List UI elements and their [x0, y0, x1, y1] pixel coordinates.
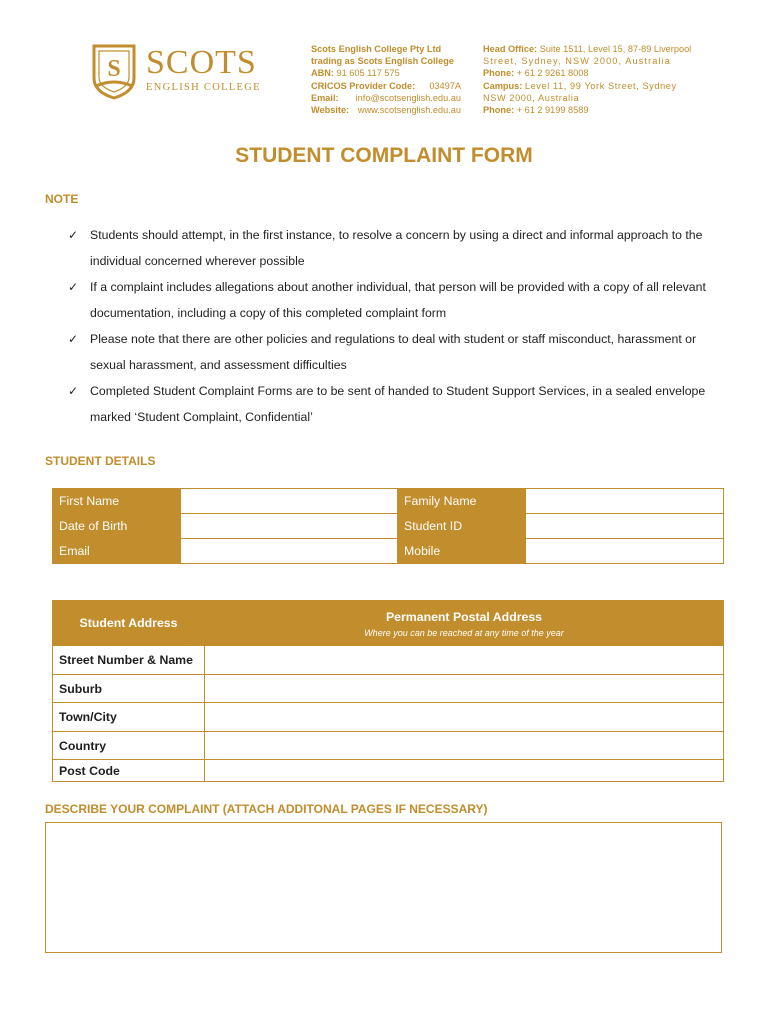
street-field[interactable] [205, 646, 724, 675]
dob-label: Date of Birth [53, 514, 181, 539]
town-label: Town/City [53, 703, 205, 732]
email-label: Email: [311, 92, 339, 103]
college-logo [90, 42, 260, 102]
svg-text:S: S [107, 56, 121, 82]
website-label: Website: [311, 105, 350, 116]
postcode-label: Post Code [53, 760, 205, 782]
company-name-row [311, 43, 461, 55]
abn-row [311, 67, 461, 79]
campus-phone-label: Phone: [483, 105, 515, 116]
cricos-value: 03497A [429, 80, 461, 91]
crest-icon [90, 42, 138, 100]
checkmark-icon: ✓ [68, 332, 79, 346]
complaint-textarea[interactable] [45, 822, 722, 953]
head-office-address-1: Suite 1511, Level 15, 87-89 Liverpool [539, 44, 692, 54]
suburb-field[interactable] [205, 675, 724, 703]
form-title: STUDENT COMPLAINT FORM [235, 144, 533, 167]
street-label: Street Number & Name [53, 646, 205, 675]
dob-field[interactable] [181, 514, 398, 539]
email-link[interactable]: info@scotsenglish.edu.au [355, 92, 461, 103]
postcode-field[interactable] [205, 760, 724, 782]
campus-label: Campus: [483, 80, 523, 91]
abn-value: 91 605 117 575 [336, 68, 400, 79]
checkmark-icon: ✓ [68, 228, 79, 242]
head-office-phone-label: Phone: [483, 68, 515, 79]
postal-address-heading [205, 601, 724, 646]
country-field[interactable] [205, 732, 724, 760]
company-name: Scots English College Pty Ltd [311, 44, 442, 54]
student-id-field[interactable] [526, 514, 724, 539]
company-info [311, 43, 461, 116]
note-text: Completed Student Complaint Forms are to be sent of handed to Student Support Services, in a sealed envelope marked ‘Student Complaint, Confidential’ [90, 384, 706, 424]
suburb-label: Suburb [53, 675, 205, 703]
checkmark-icon: ✓ [68, 384, 79, 398]
note-item [68, 274, 728, 326]
cricos-label: CRICOS Provider Code: [311, 80, 416, 91]
campus-phone: + 61 2 9199 8589 [516, 105, 589, 116]
student-address-table [52, 600, 724, 782]
head-office-label: Head Office: [483, 44, 538, 54]
note-text: Please note that there are other policies and regulations to deal with student or staff misconduct, harassment or sexual harassment, and assessment difficulties [90, 332, 697, 372]
note-heading: NOTE [45, 192, 79, 206]
website-row [311, 104, 461, 116]
note-text: Students should attempt, in the first instance, to resolve a concern by using a direct and informal approach to the individual concerned wherever possible [90, 228, 703, 268]
postal-address-title: Permanent Postal Address [385, 610, 543, 624]
postal-address-subtitle: Where you can be reached at any time of the year [364, 628, 564, 638]
trading-name-row [311, 55, 461, 67]
notes-list [68, 222, 728, 430]
first-name-label: First Name [53, 489, 181, 514]
cricos-row [311, 80, 461, 92]
email-label: Email [53, 539, 181, 564]
family-name-label: Family Name [398, 489, 526, 514]
student-id-label: Student ID [398, 514, 526, 539]
trading-name: trading as Scots English College [311, 56, 454, 67]
campus-address-1: Level 11, 99 York Street, Sydney [524, 80, 677, 91]
note-text: If a complaint includes allegations about another individual, that person will be provided with a copy of all relevant documentation, including a copy of this completed complaint form [90, 280, 706, 320]
abn-label: ABN: [311, 68, 334, 79]
mobile-field[interactable] [526, 539, 724, 564]
family-name-field[interactable] [526, 489, 724, 514]
town-field[interactable] [205, 703, 724, 732]
logo-word: SCOTS [146, 44, 257, 81]
email-row [311, 92, 461, 104]
country-label: Country [53, 732, 205, 760]
office-info [483, 43, 698, 116]
student-address-heading: Student Address [53, 601, 205, 646]
website-link[interactable]: www.scotsenglish.edu.au [357, 105, 461, 116]
note-item [68, 222, 728, 274]
campus-address-2: NSW 2000, Australia [483, 92, 580, 103]
note-item [68, 326, 728, 378]
mobile-label: Mobile [398, 539, 526, 564]
email-field[interactable] [181, 539, 398, 564]
student-details-heading: STUDENT DETAILS [45, 454, 156, 468]
complaint-heading: DESCRIBE YOUR COMPLAINT (ATTACH ADDITONAL PAGES IF NECESSARY) [45, 802, 488, 816]
logo-subtitle: ENGLISH COLLEGE [146, 82, 261, 93]
student-details-table [52, 488, 724, 564]
head-office-address-2: Street, Sydney, NSW 2000, Australia [483, 56, 671, 67]
first-name-field[interactable] [181, 489, 398, 514]
note-item [68, 378, 728, 430]
checkmark-icon: ✓ [68, 280, 79, 294]
head-office-phone: + 61 2 9261 8008 [516, 68, 589, 79]
